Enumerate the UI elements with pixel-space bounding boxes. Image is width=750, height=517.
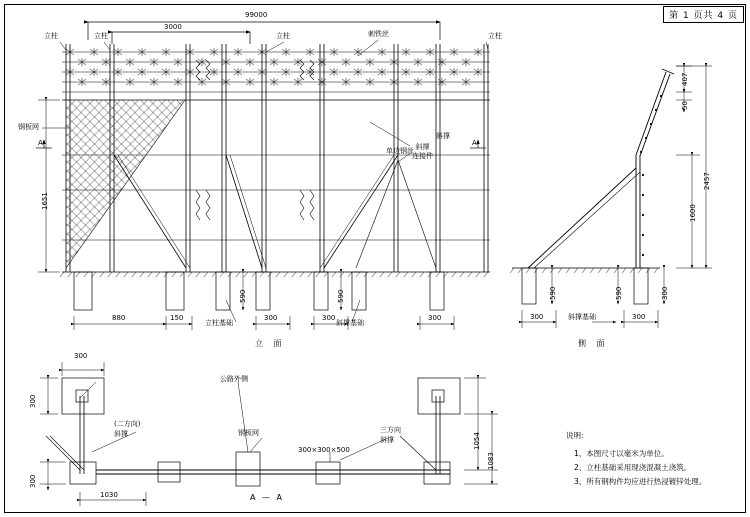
side-dim-main: 1600 [689, 204, 697, 222]
side-view-title: 側 面 [578, 339, 609, 348]
side-dim-depth-b: 590 [615, 286, 623, 300]
section-marker-right: A [472, 139, 477, 147]
dim-footing-depth-2: 590 [337, 289, 345, 303]
elevation-title: 立 面 [255, 339, 286, 348]
plan-mesh-label: 钢板网 [238, 429, 259, 437]
plan-brace-three-label: 三方向 斜撑 [380, 426, 401, 444]
side-base-left: 300 [530, 313, 544, 321]
note-item-3: 3、所有钢构件均应进行热浸镀锌处理。 [574, 477, 707, 486]
label-single-wire: 单边钢丝 [386, 147, 414, 155]
dim-bay-length: 3000 [164, 23, 182, 31]
plan-dim-right-a: 1054 [473, 432, 481, 450]
label-steel-mesh: 钢板网 [18, 123, 39, 131]
label-post-2: 立柱 [94, 32, 108, 40]
plan-outside-label: 公路外侧 [220, 375, 248, 383]
side-dim-top: 407 [681, 72, 689, 86]
dim-base-5: 300 [428, 314, 442, 322]
side-base-right: 300 [632, 313, 646, 321]
plan-block-size: 300×300×500 [298, 446, 350, 454]
label-brace-foundation: 斜撑基础 [336, 319, 364, 327]
dim-base-2: 150 [170, 314, 184, 322]
dim-total-length: 99000 [245, 11, 268, 19]
label-post-1: 立柱 [44, 32, 58, 40]
dim-fence-height: 1651 [41, 192, 49, 210]
dim-base-1: 880 [112, 314, 126, 322]
plan-dim-bottom: 1030 [100, 491, 118, 499]
note-item-2: 2、立柱基础采用现浇混凝土浇筑。 [574, 463, 692, 472]
plan-dim-left-b: 300 [29, 474, 37, 488]
side-label-support-foundation: 斜撑基础 [568, 313, 596, 321]
label-brace-connector: 斜撑 连接件 [412, 143, 433, 161]
dim-base-4: 300 [322, 314, 336, 322]
label-barbed-wire: 刺铁丝 [368, 30, 389, 38]
label-post-foundation: 立柱基础 [205, 319, 233, 327]
label-post-3: 立柱 [276, 32, 290, 40]
label-post-4: 立柱 [488, 32, 502, 40]
plan-title: A — A [250, 493, 285, 502]
side-dim-depth-a: 590 [549, 286, 557, 300]
plan-dim-top: 300 [74, 352, 88, 360]
plan-brace-two-label: (二方向) 斜撑 [114, 420, 141, 438]
note-item-1: 1、本图尺寸以毫米为单位。 [574, 449, 669, 458]
page-indicator: 第 1 页共 4 页 [663, 6, 744, 23]
plan-dim-right-b: 1083 [487, 452, 495, 470]
side-dim-mid: 50 [681, 101, 689, 110]
notes-title: 说明： [566, 431, 589, 440]
label-brace: 斜撑 [436, 132, 450, 140]
dim-base-3: 300 [264, 314, 278, 322]
side-dim-total: 2457 [703, 172, 711, 190]
section-marker-left: A [38, 139, 43, 147]
dim-footing-depth-1: 590 [239, 289, 247, 303]
plan-dim-left-a: 300 [29, 394, 37, 408]
side-dim-depth-c: 300 [661, 286, 669, 300]
